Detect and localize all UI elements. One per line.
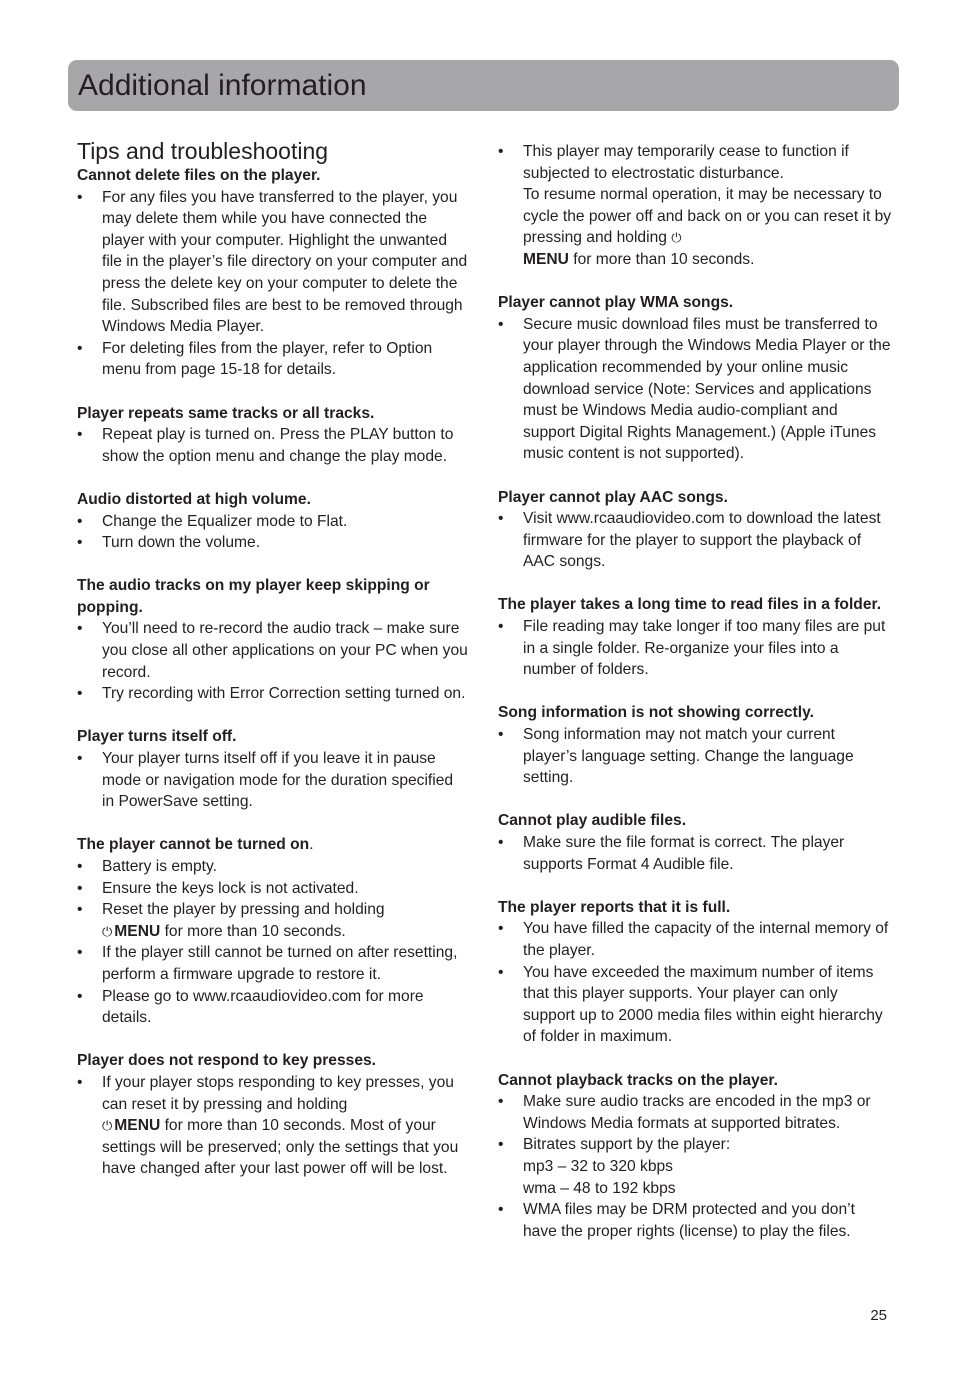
topic-turns-off: [77, 726, 469, 812]
list-item: [77, 899, 469, 942]
topic-cannot-delete: [77, 165, 469, 381]
topic-title: The player reports that it is full.: [498, 898, 731, 916]
topic-title: Player cannot play WMA songs.: [498, 294, 734, 312]
list-item: • WMA files may be DRM protected and you don’t have the proper rights (license) to play the files.: [498, 1199, 893, 1242]
topic-title: Player does not respond to key presses.: [77, 1052, 376, 1070]
list-item: • Change the Equalizer mode to Flat.: [77, 511, 469, 533]
section-banner: [68, 60, 899, 111]
list-item: • For deleting files from the player, refer to Option menu from page 15-18 for details.: [77, 338, 469, 381]
topic-cannot-turn-on: [77, 834, 469, 1028]
list-item: • If the player still cannot be turned on after resetting, perform a firmware upgrade to restore it.: [77, 942, 469, 985]
topic-title: Cannot delete files on the player.: [77, 167, 321, 184]
topic-no-response: [77, 1050, 469, 1180]
list-item: • Repeat play is turned on. Press the PLAY button to show the option menu and change the play mode.: [77, 424, 469, 467]
list-item: • Ensure the keys lock is not activated.: [77, 878, 469, 900]
list-item: • You’ll need to re-record the audio track – make sure you close all other applications on your PC when you record.: [77, 618, 469, 683]
list-item-tail: for more than 10 seconds.: [164, 922, 346, 940]
list-item: • You have exceeded the maximum number of items that this player supports. Your player can only support up to 2000 media files within eight hierarchy of folder in maximum.: [498, 962, 893, 1048]
topic-audible: [498, 810, 893, 875]
list-item: [77, 1072, 469, 1180]
list-item: • Please go to www.rcaaudiovideo.com for more details.: [77, 986, 469, 1029]
topic-title: Song information is not showing correctly.: [498, 704, 814, 722]
power-icon: ⏻: [102, 1118, 113, 1134]
bitrate-wma: wma – 48 to 192 kbps: [523, 1179, 676, 1197]
topic-title: Audio distorted at high volume.: [77, 490, 311, 508]
left-column: [77, 138, 469, 1202]
topic-title: The audio tracks on my player keep skipping or popping.: [77, 577, 430, 616]
list-item: • Visit www.rcaaudiovideo.com to download the latest firmware for the player to support the playback of AAC songs.: [498, 508, 893, 573]
topic-title: Player repeats same tracks or all tracks.: [77, 404, 375, 422]
list-item: • Turn down the volume.: [77, 532, 469, 554]
power-icon: ⏻: [671, 230, 682, 246]
topic-song-info: [498, 702, 893, 788]
topic-audio-distorted: [77, 489, 469, 554]
list-item: • Your player turns itself off if you leave it in pause mode or navigation mode for the duration specified in PowerSave setting.: [77, 748, 469, 813]
list-item: • Song information may not match your current player’s language setting. Change the language setting.: [498, 724, 893, 789]
list-item: • File reading may take longer if too many files are put in a single folder. Re-organize your files into a number of folders.: [498, 616, 893, 681]
bitrate-mp3: mp3 – 32 to 320 kbps: [523, 1157, 673, 1175]
page-title: Additional information: [78, 69, 367, 102]
list-item: • Make sure audio tracks are encoded in the mp3 or Windows Media formats at supported bitrates.: [498, 1091, 893, 1134]
list-item-text: If your player stops responding to key presses, you can reset it by pressing and holding: [102, 1073, 454, 1113]
list-item-text: To resume normal operation, it may be necessary to cycle the power off and back on or you can reset it by pressing and holding: [523, 186, 892, 247]
list-item: • Try recording with Error Correction setting turned on.: [77, 683, 469, 705]
topic-title: The player takes a long time to read files in a folder.: [498, 596, 882, 614]
topic-title-suffix: .: [309, 836, 314, 854]
list-item-text: Bitrates support by the player:: [523, 1136, 731, 1154]
page-number: 25: [870, 1307, 887, 1324]
list-item: • Make sure the file format is correct. The player supports Format 4 Audible file.: [498, 832, 893, 875]
menu-key-label: MENU: [523, 250, 569, 268]
section-subtitle: Tips and troubleshooting: [77, 138, 329, 164]
menu-key-label: MENU: [114, 922, 161, 940]
topic-electrostatic: [498, 141, 893, 271]
list-item-tail: for more than 10 seconds.: [573, 250, 755, 268]
topic-title: Cannot playback tracks on the player.: [498, 1071, 778, 1089]
topic-wma: [498, 292, 893, 465]
topic-slow-read: [498, 594, 893, 680]
list-item: [498, 1134, 893, 1199]
topic-aac: [498, 487, 893, 573]
list-item-text: Reset the player by pressing and holding: [102, 901, 385, 919]
topic-title: The player cannot be turned on: [77, 836, 310, 854]
list-item-tail: for more than 10 seconds. Most of your settings will be preserved; only the settings that you have changed after your last power off will be lost.: [102, 1117, 459, 1178]
list-item: • Battery is empty.: [77, 856, 469, 878]
topic-repeats: [77, 403, 469, 468]
menu-key-label: MENU: [114, 1117, 161, 1135]
list-item: • You have filled the capacity of the internal memory of the player.: [498, 918, 893, 961]
list-item: • For any files you have transferred to the player, you may delete them while you have connected the player with your computer. Highlight the unwanted file in the player’s file directory on your computer and press the delete key on your computer to delete the file. Subscribed files are best to be removed through Windows Media Player.: [77, 187, 469, 338]
topic-playback: [498, 1070, 893, 1243]
topic-skipping: [77, 575, 469, 705]
topic-title: Player cannot play AAC songs.: [498, 488, 728, 506]
topic-full: [498, 897, 893, 1048]
list-item: [498, 141, 893, 271]
power-icon: ⏻: [102, 923, 113, 939]
right-column: [498, 141, 893, 1264]
topic-title-line: [77, 834, 469, 856]
list-item: • Secure music download files must be transferred to your player through the Windows Media Player or the application recommended by your online music download service (Note: Services and applications must be Windows Media audio-compliant and support Digital Rights Management.) (Apple iTunes music content is not supported).: [498, 314, 893, 465]
topic-title: Cannot play audible files.: [498, 812, 687, 830]
list-item-text: This player may temporarily cease to function if subjected to electrostatic disturbance.: [523, 143, 849, 182]
topic-title: Player turns itself off.: [77, 728, 237, 746]
